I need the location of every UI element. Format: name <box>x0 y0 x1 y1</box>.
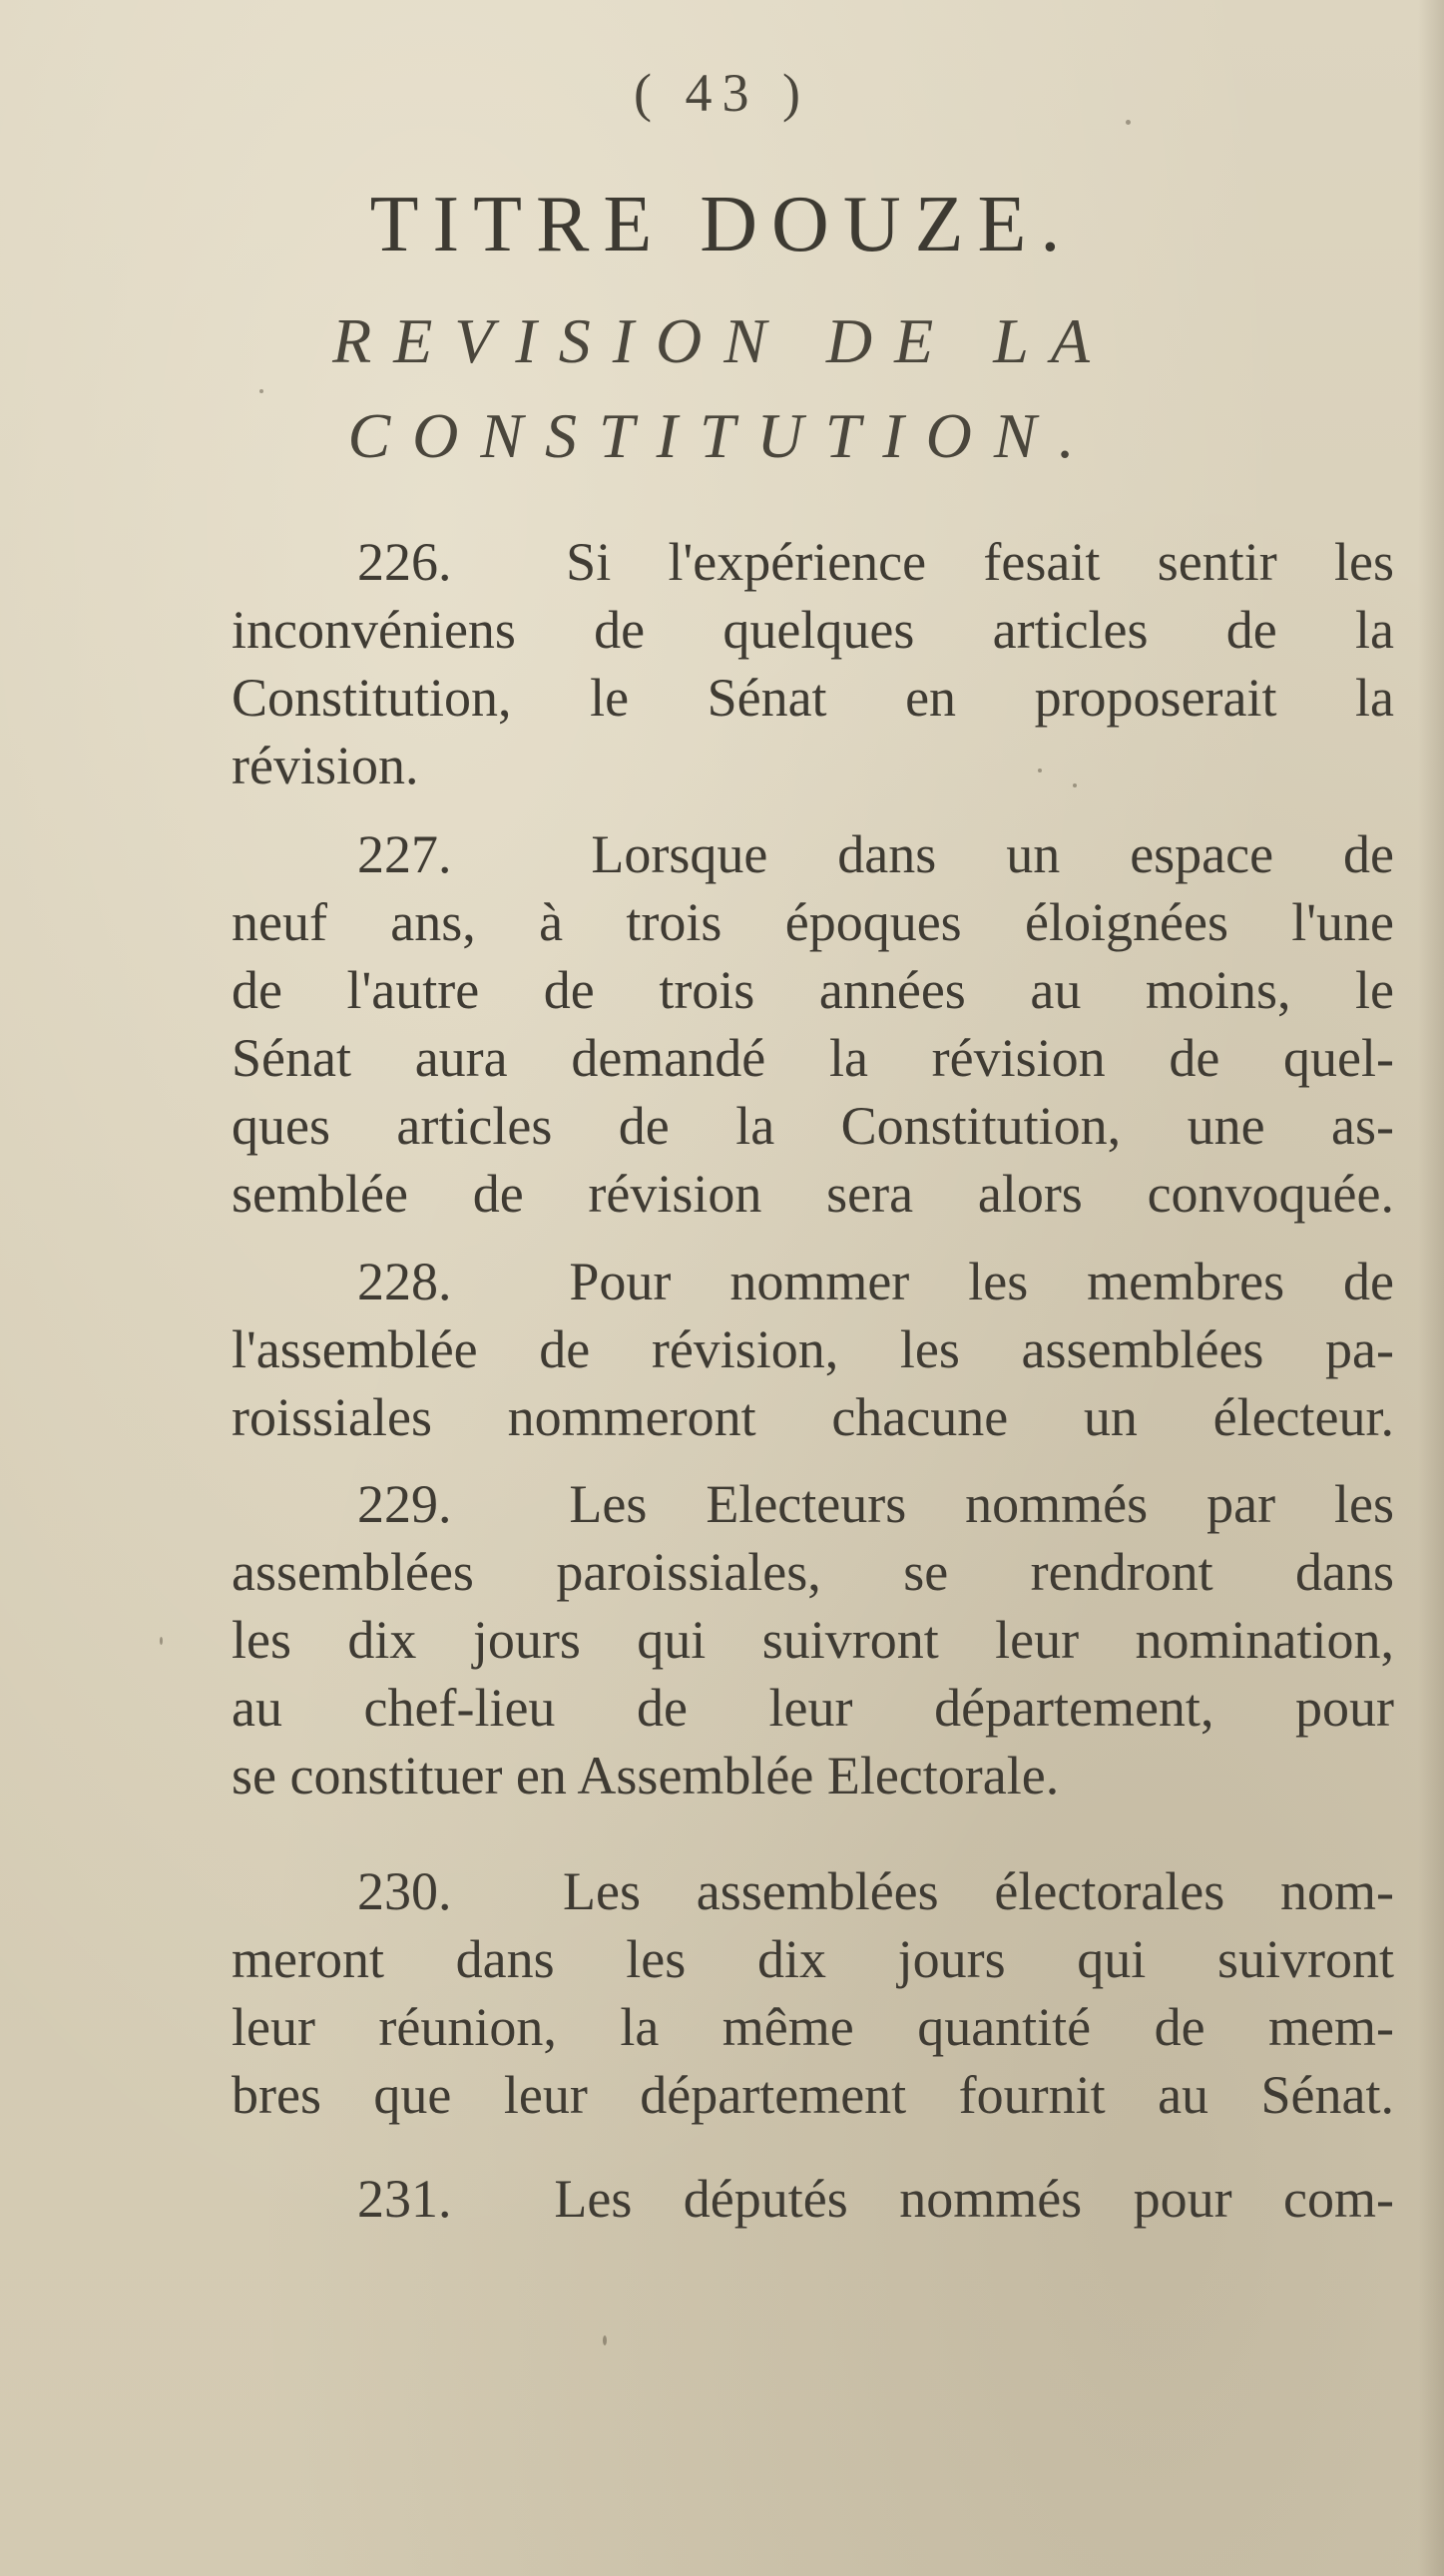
article-227-line: Sénat aura demandé la révision de quel- <box>232 1028 1394 1088</box>
article-227-line: de l'autre de trois années au moins, le <box>232 960 1394 1020</box>
article-230-line: meront dans les dix jours qui suivront <box>232 1929 1394 1989</box>
article-229-first-line: 229. Les Electeurs nommés par les <box>357 1474 1394 1534</box>
article-229-line: assemblées paroissiales, se rendront dans <box>232 1542 1394 1602</box>
article-227-line: neuf ans, à trois époques éloignées l'une <box>232 892 1394 952</box>
paper-speck <box>1038 769 1042 773</box>
section-subtitle-line-2: CONSTITUTION. <box>347 400 1097 471</box>
article-228-first-line: 228. Pour nommer les membres de <box>357 1252 1394 1311</box>
section-subtitle-line-1: REVISION DE LA <box>332 305 1112 376</box>
article-227-first-line: 227. Lorsque dans un espace de <box>357 824 1394 884</box>
article-229-line: les dix jours qui suivront leur nomination, <box>232 1610 1394 1670</box>
article-230-first-line: 230. Les assemblées électorales nom- <box>357 1861 1395 1921</box>
article-230-line: leur réunion, la même quantité de mem- <box>232 1997 1394 2057</box>
article-226-line: inconvéniens de quelques articles de la <box>232 600 1394 660</box>
paper-speck <box>1126 120 1131 125</box>
page-edge-shadow <box>1418 0 1444 2576</box>
page-number: ( 43 ) <box>634 63 810 123</box>
article-number: 228. <box>357 1252 452 1311</box>
section-title: TITRE DOUZE. <box>369 181 1075 268</box>
article-231-first-line: 231. Les députés nommés pour com- <box>357 2169 1394 2229</box>
article-226-line: révision. <box>232 736 419 795</box>
article-number: 231. <box>357 2169 452 2229</box>
article-230-line: bres que leur département fournit au Sénat. <box>232 2065 1394 2125</box>
paper-speck <box>160 1637 163 1645</box>
paper-speck <box>1073 783 1077 787</box>
article-227-line: semblée de révision sera alors convoquée. <box>232 1164 1394 1224</box>
article-number: 226. <box>357 532 452 592</box>
article-229-line: se constituer en Assemblée Electorale. <box>232 1746 1060 1805</box>
article-228-line: roissiales nommeront chacune un électeur. <box>232 1387 1394 1447</box>
paper-speck <box>603 2335 607 2345</box>
article-226-first-line: 226. Si l'expérience fesait sentir les <box>357 532 1394 592</box>
article-226-line: Constitution, le Sénat en proposerait la <box>232 668 1394 728</box>
paper-speck <box>259 389 263 393</box>
article-228-line: l'assemblée de révision, les assemblées pa- <box>232 1319 1394 1379</box>
article-number: 229. <box>357 1474 452 1534</box>
article-227-line: ques articles de la Constitution, une as- <box>232 1096 1394 1156</box>
article-number: 227. <box>357 824 452 884</box>
article-number: 230. <box>357 1861 452 1921</box>
article-229-line: au chef-lieu de leur département, pour <box>232 1678 1394 1738</box>
